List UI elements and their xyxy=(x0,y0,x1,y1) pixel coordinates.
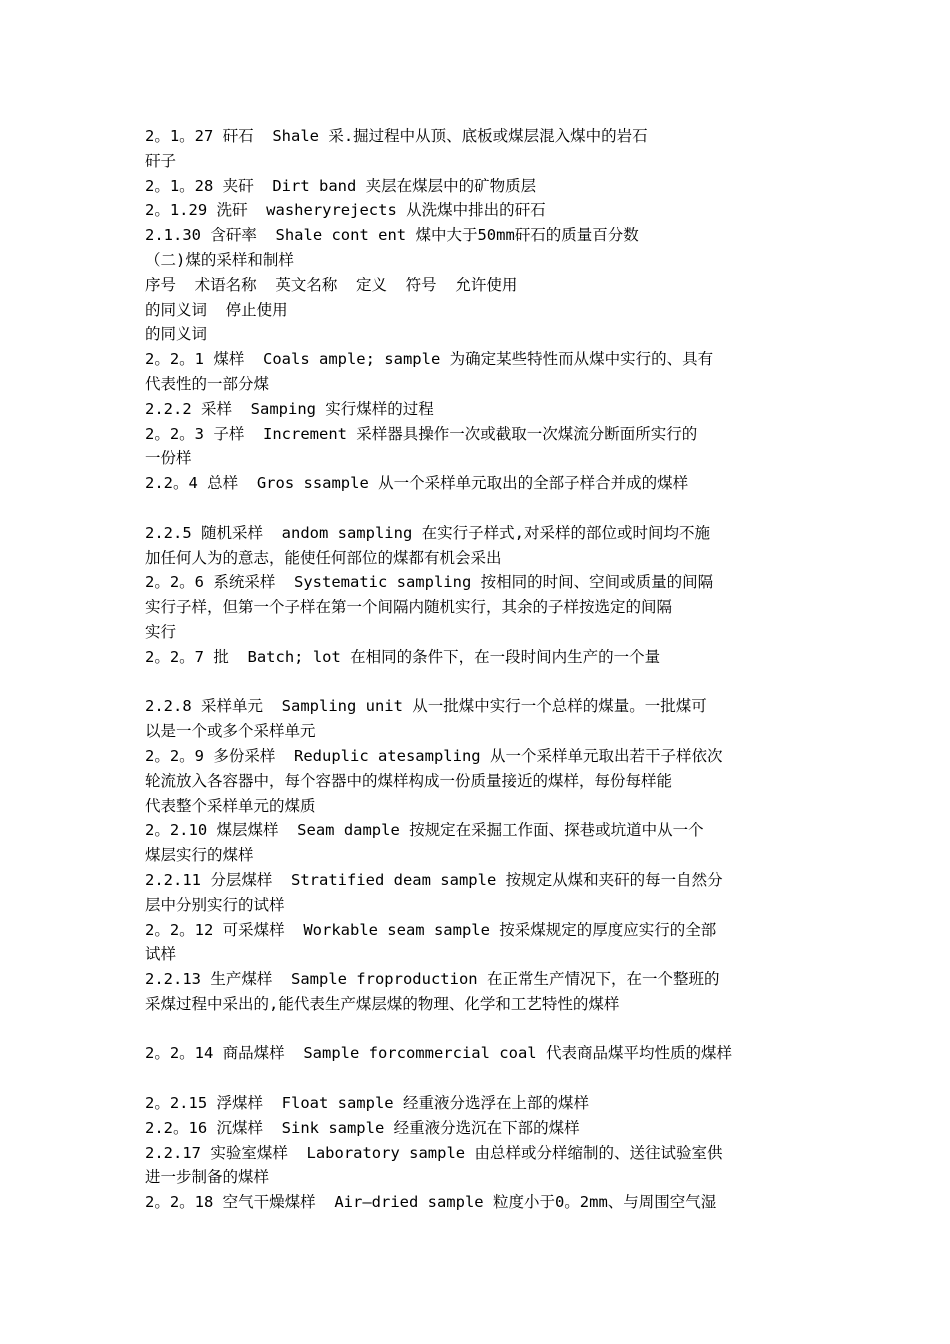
text-line: 进一步制备的煤样 xyxy=(145,1168,270,1187)
text-line: 2.2.13 生产煤样 Sample froproduction 在正常生产情况下，在一个整班的 xyxy=(145,970,720,989)
text-line: 2。2。12 可采煤样 Workable seam sample 按采煤规定的厚度应实行的全部 xyxy=(145,920,717,939)
text-line: 层中分别实行的试样 xyxy=(145,895,285,914)
text-line: （二)煤的采样和制样 xyxy=(145,250,294,269)
text-line: 代表整个采样单元的煤质 xyxy=(145,796,316,815)
text-line: 一份样 xyxy=(145,449,192,468)
text-line: 2。2。7 批 Batch; lot 在相同的条件下，在一段时间内生产的一个量 xyxy=(145,647,661,666)
text-line: 2.1.30 含矸率 Shale cont ent 煤中大于50mm矸石的质量百分数 xyxy=(145,226,639,245)
text-line: 2。2。18 空气干燥煤样 Air—dried sample 粒度小于0。2mm、与周围空气湿 xyxy=(145,1193,717,1212)
text-line: 序号 术语名称 英文名称 定义 符号 允许使用 xyxy=(145,275,518,294)
text-line: 2。1。27 矸石 Shale 采.掘过程中从顶、底板或煤层混入煤中的岩石 xyxy=(145,127,648,145)
text-line: 2。2.15 浮煤样 Float sample 经重液分选浮在上部的煤样 xyxy=(145,1094,589,1113)
text-line: 2.2。4 总样 Gros ssample 从一个采样单元取出的全部子样合并成的煤样 xyxy=(145,474,689,493)
blank-line xyxy=(145,1066,815,1091)
text-line: 2.2.17 实验室煤样 Laboratory sample 由总样或分样缩制的、送往试验室供 xyxy=(145,1143,723,1162)
blank-line xyxy=(145,1017,815,1042)
text-line: 试样 xyxy=(145,945,177,964)
text-line: 2。2。9 多份采样 Reduplic atesampling 从一个采样单元取出若干子样依次 xyxy=(145,746,723,765)
text-line: 2。2。6 系统采样 Systematic sampling 按相同的时间、空间或质量的间隔 xyxy=(145,573,714,592)
text-line: 2。2。14 商品煤样 Sample forcommercial coal 代表商品煤平均性质的煤样 xyxy=(145,1044,732,1063)
document-body xyxy=(145,124,815,1215)
text-line: 2。2。3 子样 Increment 采样器具操作一次或截取一次煤流分断面所实行的 xyxy=(145,424,698,443)
text-line: 2。2。1 煤样 Coals ample; sample 为确定某些特性而从煤中实行的、具有 xyxy=(145,350,714,369)
text-line: 2。1.29 洗矸 washeryrejects 从洗煤中排出的矸石 xyxy=(145,201,546,220)
text-line: 2.2.11 分层煤样 Stratified deam sample 按规定从煤和夹矸的每一自然分 xyxy=(145,870,723,889)
text-line: 实行子样，但第一个子样在第一个间隔内随机实行，其余的子样按选定的间隔 xyxy=(145,598,673,617)
text-line: 2。2.10 煤层煤样 Seam dample 按规定在采掘工作面、探巷或坑道中从一个 xyxy=(145,821,704,840)
text-line: 加任何人为的意志，能使任何部位的煤都有机会采出 xyxy=(145,548,502,567)
text-line: 矸子 xyxy=(145,151,177,170)
text-line: 采煤过程中采出的,能代表生产煤层煤的物理、化学和工艺特性的煤样 xyxy=(145,994,620,1013)
text-line: 2.2.8 采样单元 Sampling unit 从一批煤中实行一个总样的煤量。一批煤可 xyxy=(145,697,707,716)
text-line: 的同义词 xyxy=(145,325,208,344)
blank-line xyxy=(145,496,815,521)
text-line: 2.2。16 沉煤样 Sink sample 经重液分选沉在下部的煤样 xyxy=(145,1118,580,1137)
text-line: 以是一个或多个采样单元 xyxy=(145,722,316,741)
text-line: 2。1。28 夹矸 Dirt band 夹层在煤层中的矿物质层 xyxy=(145,176,537,195)
text-line: 的同义词 停止使用 xyxy=(145,300,288,319)
text-line: 代表性的一部分煤 xyxy=(145,374,270,393)
text-line: 实行 xyxy=(145,622,177,641)
text-line: 煤层实行的煤样 xyxy=(145,846,254,865)
text-line: 2.2.5 随机采样 andom sampling 在实行子样式,对采样的部位或时间均不施 xyxy=(145,523,710,542)
text-line: 轮流放入各容器中，每个容器中的煤样构成一份质量接近的煤样，每份每样能 xyxy=(145,771,673,790)
blank-line xyxy=(145,670,815,695)
text-line: 2.2.2 采样 Samping 实行煤样的过程 xyxy=(145,399,434,418)
